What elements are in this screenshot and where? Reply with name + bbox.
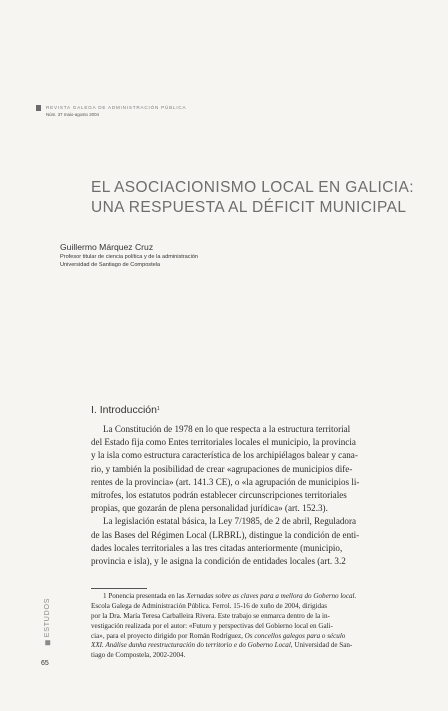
body-text xyxy=(91,423,404,568)
page-number: 65 xyxy=(41,660,49,667)
footnote-italic: Xernadas sobre as claves para a mellora do Goberno local. xyxy=(186,592,357,600)
footnote-reference[interactable]: 1 xyxy=(156,406,160,412)
title-line-2: UNA RESPUESTA AL DÉFICIT MUNICIPAL xyxy=(91,199,407,216)
side-square-mark xyxy=(45,640,50,645)
journal-name: REVISTA GALEGA DE ADMINISTRACIÓN PÚBLICA xyxy=(46,105,187,110)
body-line: propias, que gozarán de plena personalidad jurídica» (art. 152.3). xyxy=(91,503,328,514)
journal-issue: Núm. 37 maio-agosto 2004 xyxy=(46,112,99,117)
section-heading-text: I. Introducción xyxy=(91,404,157,416)
footnote-text: , Universidad de San- xyxy=(290,641,353,650)
journal-square-mark xyxy=(36,105,41,111)
footnote-line xyxy=(91,632,404,642)
journal-header xyxy=(36,104,336,118)
footnote-line: por la Dra. María Teresa Carballeira Rivera. Este trabajo se enmarca dentro de la in- xyxy=(91,611,330,620)
body-line: del Estado fija como Entes territoriales locales el municipio, la provincia xyxy=(91,437,356,448)
footnote-line: tiago de Compostela, 2002-2004. xyxy=(91,651,186,660)
article-title xyxy=(91,178,421,218)
author-block xyxy=(60,241,360,269)
footnote-line xyxy=(91,641,404,651)
body-line: dades locales territoriales a las tres citadas anteriormente (municipio, xyxy=(91,542,343,553)
footnote-divider xyxy=(91,588,147,589)
footnote-line xyxy=(91,592,404,602)
body-line: y la isla como estructura característica de los archipiélagos balear y cana- xyxy=(91,450,358,461)
footnote-italic: Os concellos galegos para o século xyxy=(244,631,346,640)
footnote-line: vestigación realizada por el autor: «Futuro y perspectivas del Gobierno local en Gali- xyxy=(91,621,333,630)
body-line: rio, y también la posibilidad de crear «agrupaciones de municipios dife- xyxy=(91,463,353,474)
journal-name-row xyxy=(36,104,336,111)
section-heading xyxy=(91,404,160,416)
section-side-tab xyxy=(42,596,52,652)
footnote-text: 1 Ponencia presentada en las xyxy=(103,592,187,600)
author-affiliation-2: Universidad de Santiago de Compostela xyxy=(60,262,161,268)
footnote-italic: XXI. Análise dunha reestructuración do territorio e do Goberno Local xyxy=(91,641,291,650)
side-label-text: ESTUDOS xyxy=(44,597,52,638)
author-affiliation-1: Profesor titular de ciencia política y de la administración xyxy=(60,254,199,260)
body-line: La legislación estatal básica, la Ley 7/1985, de 2 de abril, Reguladora xyxy=(103,516,357,527)
author-name: Guillermo Márquez Cruz xyxy=(60,242,154,252)
title-line-1: EL ASOCIACIONISMO LOCAL EN GALICIA: xyxy=(91,179,414,196)
side-section-label xyxy=(44,598,51,645)
body-line: rentes de la provincia» (art. 141.3 CE), o «la agrupación de municipios li- xyxy=(91,476,360,487)
body-line: mítrofes, los estatutos podrán establecer circunscripciones territoriales xyxy=(91,489,347,500)
footnote-text: cia», para el proyecto dirigido por Román Rodríguez, xyxy=(91,631,245,640)
footnote-line: Escola Galega de Administración Pública. Ferrol. 15-16 de xuño de 2004, dirigidas xyxy=(91,601,328,610)
footnote xyxy=(91,592,404,661)
body-line: de las Bases del Régimen Local (LRBRL), distingue la condición de enti- xyxy=(91,529,360,540)
body-line: La Constitución de 1978 en lo que respecta a la estructura territorial xyxy=(103,424,351,434)
body-line: provincia e isla), y le asigna la condición de entidades locales (art. 3.2 xyxy=(91,555,346,566)
